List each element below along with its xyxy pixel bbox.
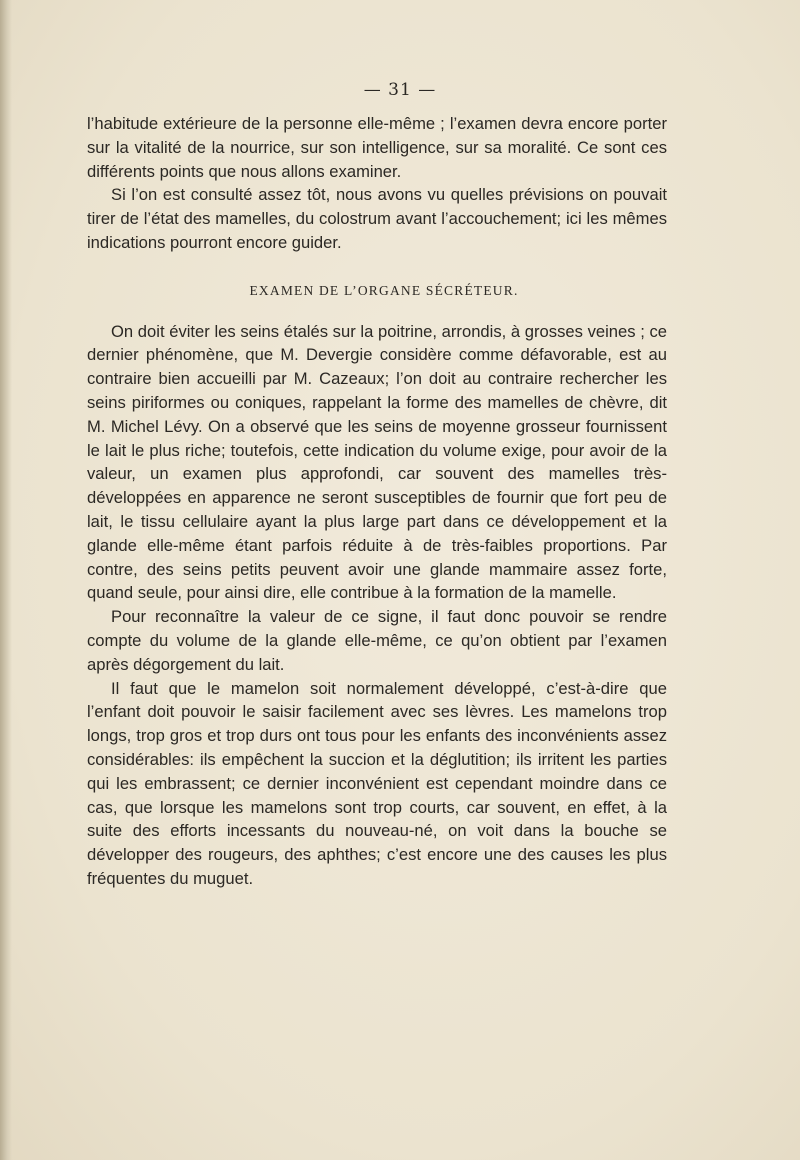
page-number: — 31 — [363, 80, 437, 100]
paragraph: On doit éviter les seins étalés sur la poitrine, arrondis, à grosses veines ; ce dernier phénomène, que M. Devergie considère comme défavorable, est au contraire bien accueilli par M. Cazeaux; l’on doit au contraire rechercher les seins piriformes ou coniques, rappelant la forme des mamelles de chèvre, dit M. Michel Lévy. On a observé que les seins de moyenne grosseur fournissent le lait le plus riche; toutefois, cette indication du volume exige, pour avoir de la valeur, un examen plus approfondi, car souvent des mamelles très-développées en apparence ne seront susceptibles de fournir que fort peu de lait, le tissu cellulaire ayant la plus large part dans ce développement et la glande elle-même étant parfois réduite à de très-faibles proportions. Par contre, des seins petits peuvent avoir une glande mammaire assez forte, quand seule, pour ainsi dire, elle contribue à la formation de la mamelle. [87, 321, 667, 603]
page-spine-shadow [0, 0, 12, 1160]
paragraph-continuation: l’habitude extérieure de la personne elle-même ; l’examen devra encore porter sur la vitalité de la nourrice, sur son intelligence, sur sa moralité. Ce sont ces différents points que nous allons examiner. [87, 114, 667, 181]
paragraph: Pour reconnaître la valeur de ce signe, il faut donc pouvoir se rendre compte du volume de la glande elle-même, ce qu’on obtient par l’examen après dégorgement du lait. [87, 607, 667, 674]
page-body [87, 112, 667, 891]
section-title: EXAMEN DE L’ORGANE SÉCRÉTEUR. [249, 282, 519, 298]
paragraph: Si l’on est consulté assez tôt, nous avons vu quelles prévisions on pouvait tirer de l’état des mamelles, du colostrum avant l’accouchement; ici les mêmes indications pourront encore guider. [87, 185, 667, 252]
paragraph: Il faut que le mamelon soit normalement développé, c’est-à-dire que l’enfant doit pouvoir le saisir facilement avec ses lèvres. Les mamelons trop longs, trop gros et trop durs ont tous pour les enfants des inconvénients assez considérables: ils empêchent la succion et la déglutition; ils irritent les parties qui les embrassent; ce dernier inconvénient est cependant moindre dans ce cas, que lorsque les mamelons sont trop courts, car souvent, en effet, à la suite des efforts incessants du nouveau-né, on voit dans la bouche se développer des rougeurs, des aphthes; c’est encore une des causes les plus fréquentes du muguet. [87, 678, 667, 888]
